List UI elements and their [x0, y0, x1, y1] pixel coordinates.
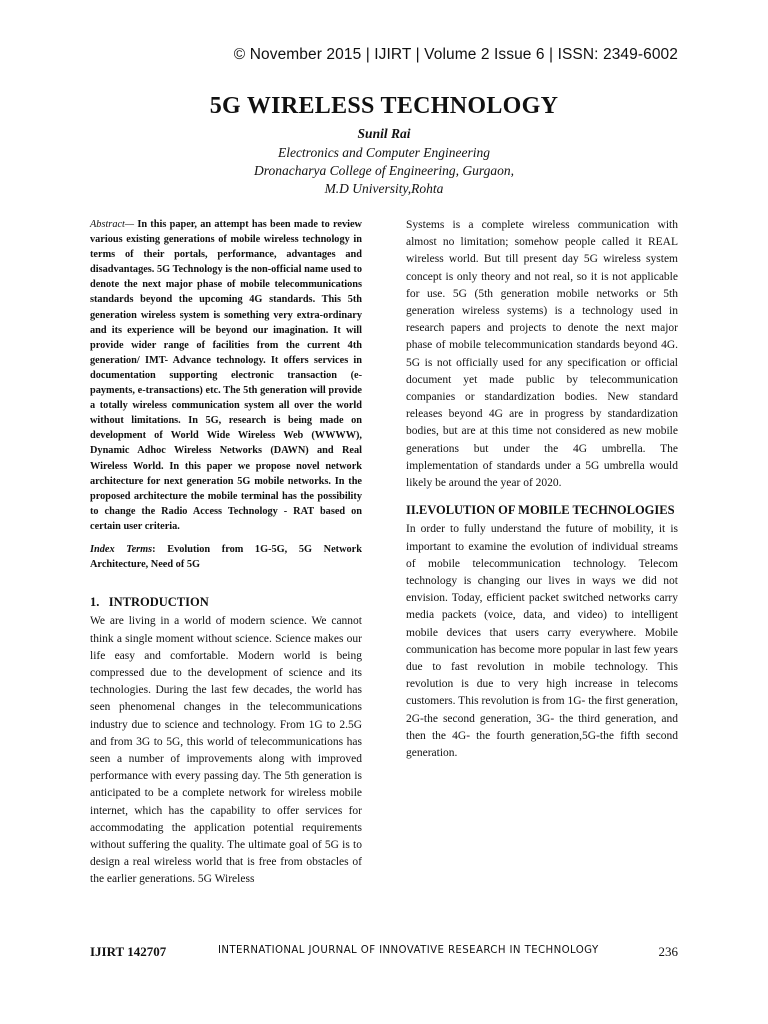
abstract-text: In this paper, an attempt has been made to review various existing generations of mobile wireless technology in terms of their portals, performance, advantages and disadvantages. 5G Technology is the non-official name used to denote the next major phase of mobile telecommunications standards beyond the upcoming 4G standards. This 5th generation wireless system is something very extra-ordinary and its experience will be beyond our imagination. It will provide wider range of facilities from the current 4th generation/ IMT- Advance technology. It offers services in documentation supporting electronic transaction (e-payments, e-transactions) etc. The 5th generation will provide a totally wireless communication system all over the world without limitations. In 5G, research is being made on development of World Wide Wireless Web (WWWW), Dynamic Adhoc Wireless Networks (DAWN) and Real Wireless World. In this paper we propose novel network architecture for next generation 5G mobile networks. In the proposed architecture the mobile terminal has the possibility to change the Radio Access Technology - RAT based on certain user criteria.: [90, 219, 362, 532]
index-terms: [90, 542, 362, 572]
abstract: [90, 217, 362, 534]
section2-text: In order to fully understand the future of mobility, it is important to examine the evolution of individual streams of mobile telecommunication technology. Telecom technology is changing our lives in ways we did not envision. Today, efficient packet switched networks carry media packets (voice, data, and video) to intelligent mobile devices that users carry everywhere. Mobile communication has become more popular in last few years due to fast revolution in mobile technology. This revolution is due to very high increase in telecoms customers. This revolution is from 1G- the first generation, 2G-the second generation, 3G- the third generation, and then the 4G- the fourth generation,5G-the fifth second generation.: [406, 523, 678, 760]
paper-title: 5G WIRELESS TECHNOLOGY: [209, 93, 559, 119]
index-terms-label: Index Terms: [90, 543, 153, 555]
abstract-label: Abstract—: [90, 219, 135, 230]
section2-heading: II.EVOLUTION OF MOBILE TECHNOLOGIES: [406, 503, 675, 518]
affiliation-line-2: Dronacharya College of Engineering, Gurgaon,: [254, 163, 514, 178]
page-number: 236: [658, 944, 678, 959]
right-column: [406, 217, 678, 762]
left-column: [90, 217, 362, 889]
page-footer: [90, 944, 678, 962]
paper-id: IJIRT 142707: [90, 944, 167, 959]
introduction-continuation: Systems is a complete wireless communication with almost no limitation; somehow people called it REAL wireless world. But till present day 5G wireless system concept is only theory and not real, so it is not applicable for use. 5G (5th generation mobile networks or 5th generation wireless systems) is a technology used in research papers and projects to denote the next major phase of mobile telecommunication standards beyond 4G. 5G is not officially used for any specification or official document yet made public by telecommunication companies or standardization bodies. New standard releases beyond 4G are in progress by standardization bodies, but are at this time not considered as new mobile generations but under the 4G umbrella. The implementation of standards under a 5G umbrella would likely be around the year of 2020.: [406, 219, 678, 490]
publication-header: © November 2015 | IJIRT | Volume 2 Issue 6 | ISSN: 2349-6002: [233, 46, 678, 63]
journal-name: INTERNATIONAL JOURNAL OF INNOVATIVE RESEARCH IN TECHNOLOGY: [218, 945, 599, 956]
affiliation-line-1: Electronics and Computer Engineering: [277, 145, 491, 160]
introduction-heading: 1. INTRODUCTION: [90, 595, 209, 610]
introduction-text: We are living in a world of modern science. We cannot think a single moment without science. Science makes our life easy and comfortable. Modern world is being compressed due to the development of science and its technologies. During the last few decades, the world has seen phenomenal changes in the telecommunications industry due to science and technology. From 1G to 2.5G and from 3G to 5G, this world of telecommunications has seen a number of improvements along with improved performance with every passing day. The 5th generation is anticipated to be a complete network for wireless mobile internet, which has the capability to offer services for accommodating the application potential requirements without suffering the quality. The ultimate goal of 5G is to design a real wireless world that is free from obstacles of the earlier generations. 5G Wireless: [90, 615, 362, 886]
affiliation-line-3: M.D University,Rohta: [324, 181, 444, 196]
index-terms-text: : Evolution from 1G-5G, 5G Network Architecture, Need of 5G: [90, 543, 362, 571]
author-name: Sunil Rai: [357, 126, 411, 141]
